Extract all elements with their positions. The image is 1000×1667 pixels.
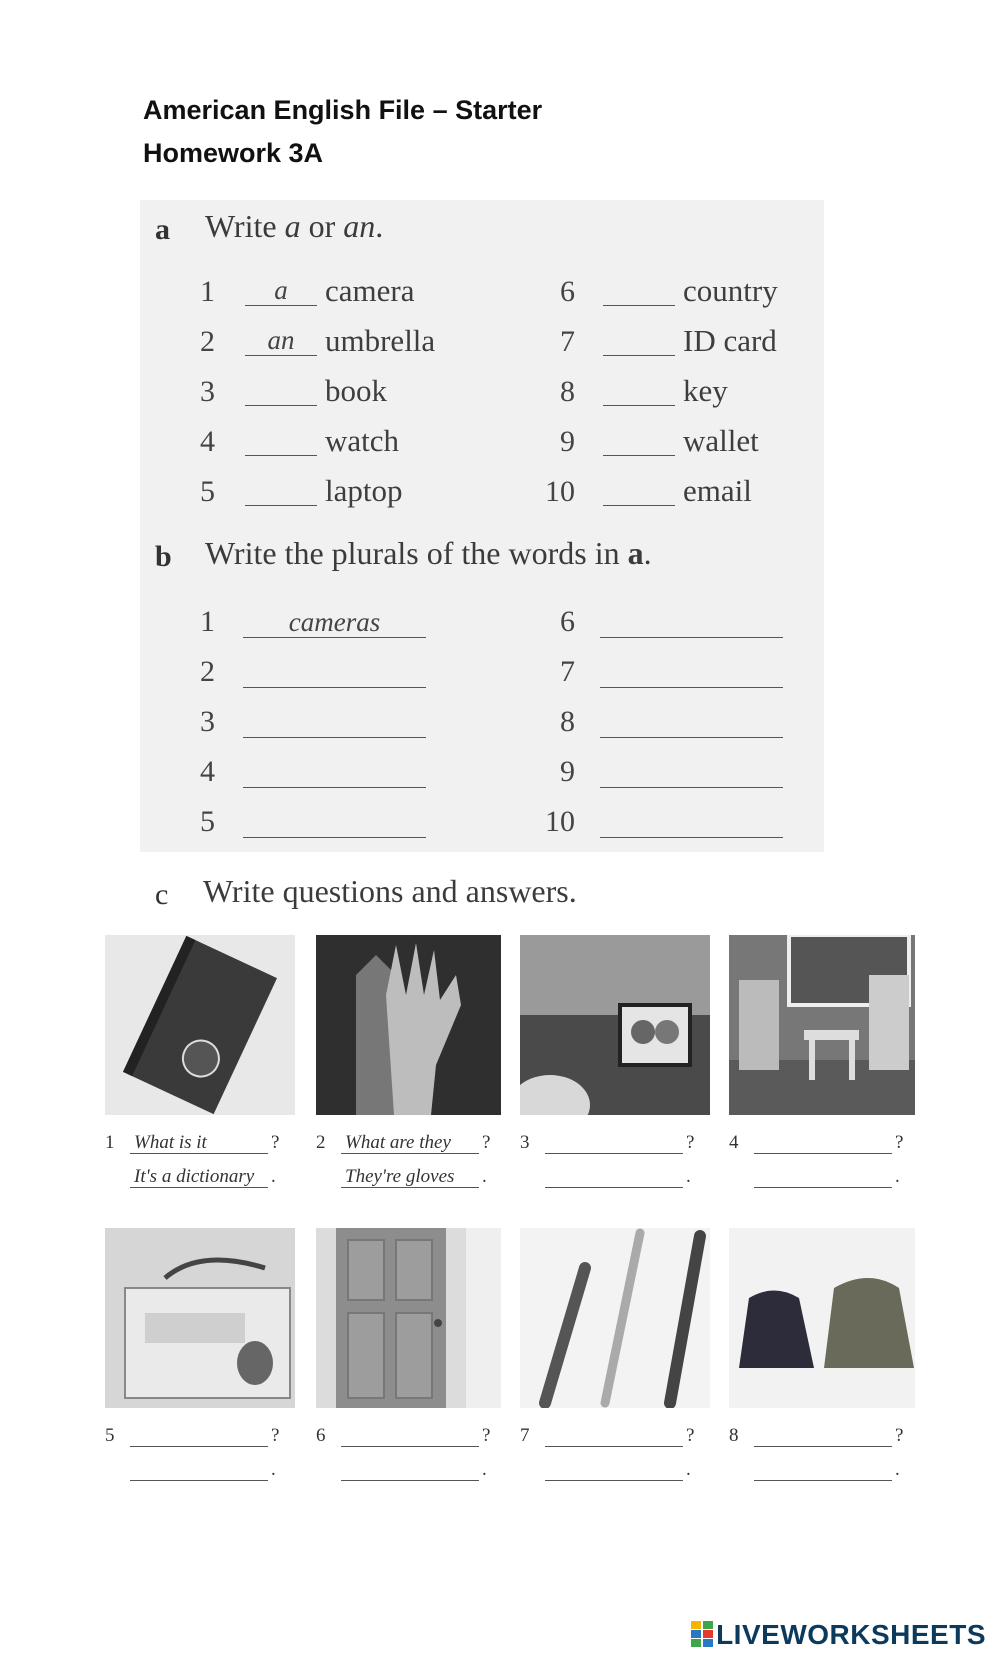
picture-item-number: 5 (105, 1425, 115, 1446)
answer-field[interactable] (754, 1459, 892, 1481)
noun-word: laptop (325, 473, 403, 508)
item-number: 10 (545, 805, 575, 838)
section-a-title: Write a or an. (205, 208, 384, 244)
noun-word: email (683, 473, 752, 508)
photo-frame-image (520, 935, 710, 1115)
gloves-image (316, 935, 501, 1115)
section-b-title: Write the plurals of the words in a. (205, 535, 652, 571)
homework-label: Homework 3A (143, 138, 324, 168)
answer-field[interactable] (545, 1459, 683, 1481)
plural-answer-blank[interactable] (600, 807, 783, 838)
question-mark: ? (895, 1132, 904, 1153)
plural-answer-blank[interactable] (243, 807, 426, 838)
article-answer-blank[interactable] (245, 475, 317, 506)
liveworksheets-logo: LIVEWORKSHEETS (691, 1619, 986, 1651)
picture-item-number: 4 (729, 1132, 739, 1153)
article-answer-blank[interactable] (603, 475, 675, 506)
question-mark: ? (482, 1425, 491, 1446)
noun-word: book (325, 373, 387, 408)
question-answer-field[interactable] (754, 1132, 892, 1154)
plural-answer-blank[interactable] (600, 657, 783, 688)
picture-item-number: 6 (316, 1425, 326, 1446)
full-stop: . (271, 1459, 276, 1480)
full-stop: . (895, 1166, 900, 1187)
section-b-letter: b (155, 540, 172, 573)
article-answer-blank[interactable]: a (245, 275, 317, 306)
item-number: 4 (200, 755, 215, 788)
noun-word: key (683, 373, 728, 408)
question-answer-field[interactable] (130, 1425, 268, 1447)
noun-word: umbrella (325, 323, 436, 358)
question-mark: ? (271, 1132, 280, 1153)
full-stop: . (686, 1459, 691, 1480)
plural-answer-blank[interactable] (600, 707, 783, 738)
item-number: 5 (200, 475, 215, 508)
section-a-letter: a (155, 213, 170, 246)
item-number: 9 (560, 425, 575, 458)
article-answer-blank[interactable] (603, 375, 675, 406)
question-mark: ? (271, 1425, 280, 1446)
plural-answer-blank[interactable] (243, 707, 426, 738)
item-number: 9 (560, 755, 575, 788)
question-answer-field[interactable]: What are they (341, 1132, 479, 1154)
item-number: 10 (545, 475, 575, 508)
question-answer-field[interactable] (545, 1425, 683, 1447)
item-number: 1 (200, 275, 215, 308)
plural-answer-blank[interactable] (600, 607, 783, 638)
door-image (316, 1228, 501, 1408)
answer-field[interactable] (545, 1166, 683, 1188)
article-answer-blank[interactable] (603, 425, 675, 456)
question-mark: ? (895, 1425, 904, 1446)
article-answer-blank[interactable] (245, 375, 317, 406)
item-number: 3 (200, 705, 215, 738)
noun-word: ID card (683, 323, 777, 358)
item-number: 6 (560, 605, 575, 638)
item-number: 2 (200, 325, 215, 358)
answer-field[interactable] (754, 1166, 892, 1188)
noun-word: wallet (683, 423, 759, 458)
item-number: 6 (560, 275, 575, 308)
answer-field[interactable]: They're gloves (341, 1166, 479, 1188)
item-number: 8 (560, 705, 575, 738)
full-stop: . (686, 1166, 691, 1187)
item-number: 7 (560, 655, 575, 688)
liveworksheets-icon (691, 1621, 713, 1647)
plural-answer-blank[interactable] (600, 757, 783, 788)
question-answer-field[interactable] (754, 1425, 892, 1447)
item-number: 1 (200, 605, 215, 638)
pens-image (520, 1228, 710, 1408)
item-number: 3 (200, 375, 215, 408)
answer-field[interactable] (130, 1459, 268, 1481)
item-number: 8 (560, 375, 575, 408)
article-answer-blank[interactable] (603, 325, 675, 356)
question-mark: ? (482, 1132, 491, 1153)
question-answer-field[interactable] (341, 1425, 479, 1447)
full-stop: . (271, 1166, 276, 1187)
picture-item-number: 2 (316, 1132, 326, 1153)
dictionary-image (105, 935, 295, 1115)
picture-item-number: 1 (105, 1132, 115, 1153)
document-title: American English File – Starter (143, 95, 543, 125)
item-number: 2 (200, 655, 215, 688)
section-c-title: Write questions and answers. (203, 873, 577, 909)
section-c-letter: c (155, 878, 169, 911)
noun-word: watch (325, 423, 400, 458)
chairs-image (729, 935, 915, 1115)
plural-answer-blank[interactable] (243, 657, 426, 688)
plural-answer-blank[interactable]: cameras (243, 607, 426, 638)
article-answer-blank[interactable] (245, 425, 317, 456)
picture-item-number: 7 (520, 1425, 530, 1446)
item-number: 4 (200, 425, 215, 458)
item-number: 7 (560, 325, 575, 358)
jackets-image (729, 1228, 915, 1408)
article-answer-blank[interactable]: an (245, 325, 317, 356)
noun-word: camera (325, 273, 415, 308)
answer-field[interactable]: It's a dictionary (130, 1166, 268, 1188)
full-stop: . (482, 1166, 487, 1187)
answer-field[interactable] (341, 1459, 479, 1481)
picture-item-number: 3 (520, 1132, 530, 1153)
question-mark: ? (686, 1425, 695, 1446)
noun-word: country (683, 273, 778, 308)
full-stop: . (895, 1459, 900, 1480)
article-answer-blank[interactable] (603, 275, 675, 306)
question-answer-field[interactable] (545, 1132, 683, 1154)
full-stop: . (482, 1459, 487, 1480)
picture-item-number: 8 (729, 1425, 739, 1446)
plural-answer-blank[interactable] (243, 757, 426, 788)
item-number: 5 (200, 805, 215, 838)
question-answer-field[interactable]: What is it (130, 1132, 268, 1154)
question-mark: ? (686, 1132, 695, 1153)
id-card-image (105, 1228, 295, 1408)
